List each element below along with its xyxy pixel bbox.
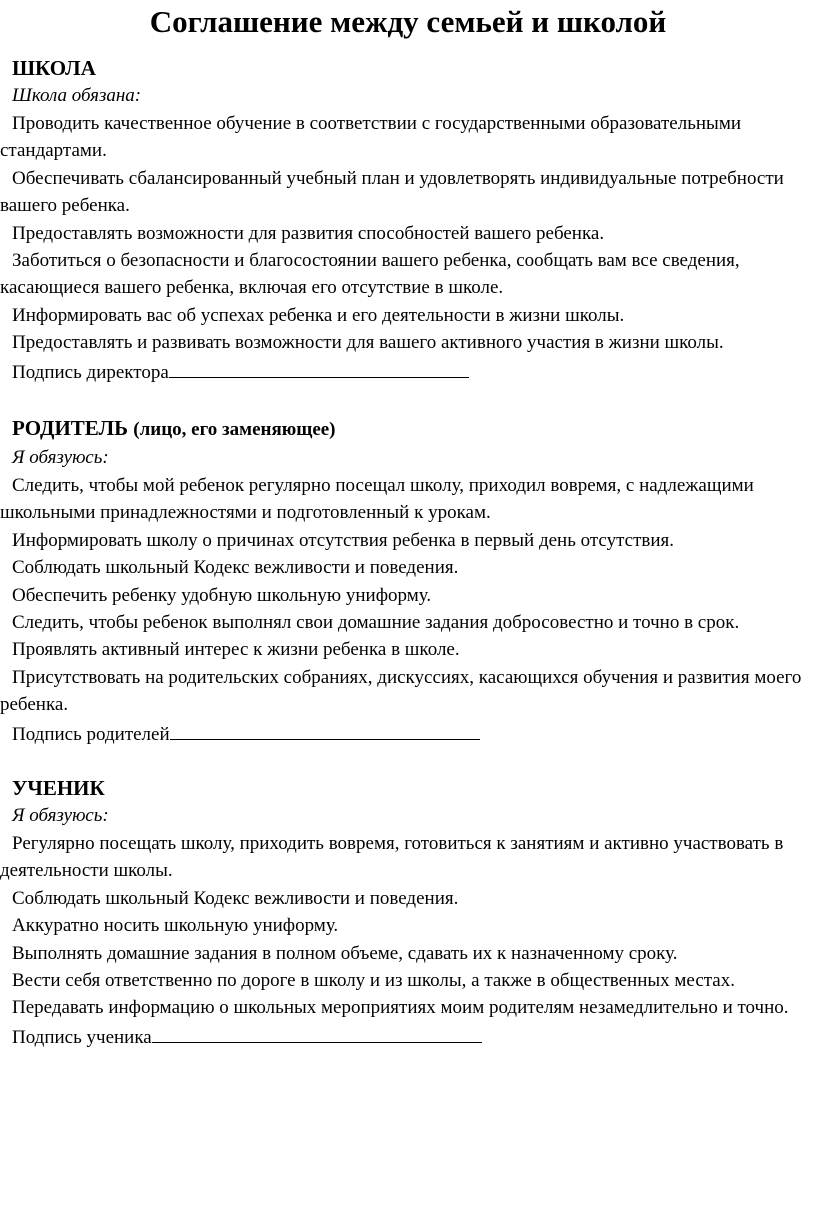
student-lead: Я обязуюсь: bbox=[12, 805, 109, 826]
parent-lead: Я обязуюсь: bbox=[12, 447, 109, 468]
parent-heading bbox=[12, 414, 812, 444]
student-item: Вести себя ответственно по дороге в школу и из школы, а также в общественных местах. bbox=[12, 970, 735, 992]
parent-item: Следить, чтобы ребенок выполнял свои домашние задания добросовестно и точно в срок. bbox=[12, 612, 740, 634]
school-item: Заботиться о безопасности и благосостоянии вашего ребенка, сообщать вам все сведения, касающиеся вашего ребенка, включая его отсутствие в школе. bbox=[0, 250, 740, 299]
director-signature-label: Подпись директора bbox=[12, 361, 169, 383]
parent-signature-line[interactable] bbox=[170, 719, 480, 740]
parent-heading-main: РОДИТЕЛЬ bbox=[12, 416, 129, 440]
parent-item: Присутствовать на родительских собраниях, дискуссиях, касающихся обучения и развития моего ребенка. bbox=[0, 666, 802, 716]
school-item: Предоставлять и развивать возможности для вашего активного участия в жизни школы. bbox=[12, 332, 724, 354]
parent-item: Обеспечить ребенку удобную школьную униформу. bbox=[12, 584, 432, 606]
director-signature bbox=[12, 357, 812, 387]
student-item: Выполнять домашние задания в полном объеме, сдавать их к назначенному сроку. bbox=[12, 942, 678, 964]
school-item: Проводить качественное обучение в соответствии с государственными образовательными стандартами. bbox=[0, 113, 742, 162]
parent-heading-sub: (лицо, его заменяющее) bbox=[133, 419, 336, 440]
school-section bbox=[0, 54, 812, 387]
student-signature-line[interactable] bbox=[152, 1022, 482, 1043]
parent-signature-label: Подпись родителей bbox=[12, 723, 170, 745]
parent-item: Информировать школу о причинах отсутствия ребенка в первый день отсутствия. bbox=[12, 529, 674, 551]
parent-section bbox=[0, 414, 812, 749]
page-title: Соглашение между семьей и школой bbox=[149, 4, 667, 39]
school-lead: Школа обязана: bbox=[12, 85, 142, 106]
parent-signature bbox=[12, 719, 812, 749]
parent-item: Следить, чтобы мой ребенок регулярно посещал школу, приходил вовремя, с надлежащими школьными принадлежностями и подготовленный к урокам. bbox=[0, 475, 754, 524]
student-item: Соблюдать школьный Кодекс вежливости и поведения. bbox=[12, 887, 459, 909]
student-heading: УЧЕНИК bbox=[12, 776, 105, 800]
student-item: Регулярно посещать школу, приходить вовремя, готовиться к занятиям и активно участвовать в деятельности школы. bbox=[0, 833, 784, 882]
student-signature bbox=[12, 1022, 812, 1052]
parent-item: Соблюдать школьный Кодекс вежливости и поведения. bbox=[12, 557, 459, 579]
student-item: Аккуратно носить школьную униформу. bbox=[12, 915, 339, 937]
student-section bbox=[0, 774, 812, 1052]
parent-item: Проявлять активный интерес к жизни ребенка в школе. bbox=[12, 639, 460, 661]
school-item: Информировать вас об успехах ребенка и его деятельности в жизни школы. bbox=[12, 304, 625, 326]
school-item: Предоставлять возможности для развития способностей вашего ребенка. bbox=[12, 222, 605, 244]
school-heading: ШКОЛА bbox=[12, 56, 96, 80]
student-item: Передавать информацию о школьных мероприятиях моим родителям незамедлительно и точно. bbox=[12, 997, 789, 1019]
school-item: Обеспечивать сбалансированный учебный план и удовлетворять индивидуальные потребности вашего ребенка. bbox=[0, 167, 784, 217]
director-signature-line[interactable] bbox=[169, 357, 469, 378]
student-signature-label: Подпись ученика bbox=[12, 1026, 152, 1048]
